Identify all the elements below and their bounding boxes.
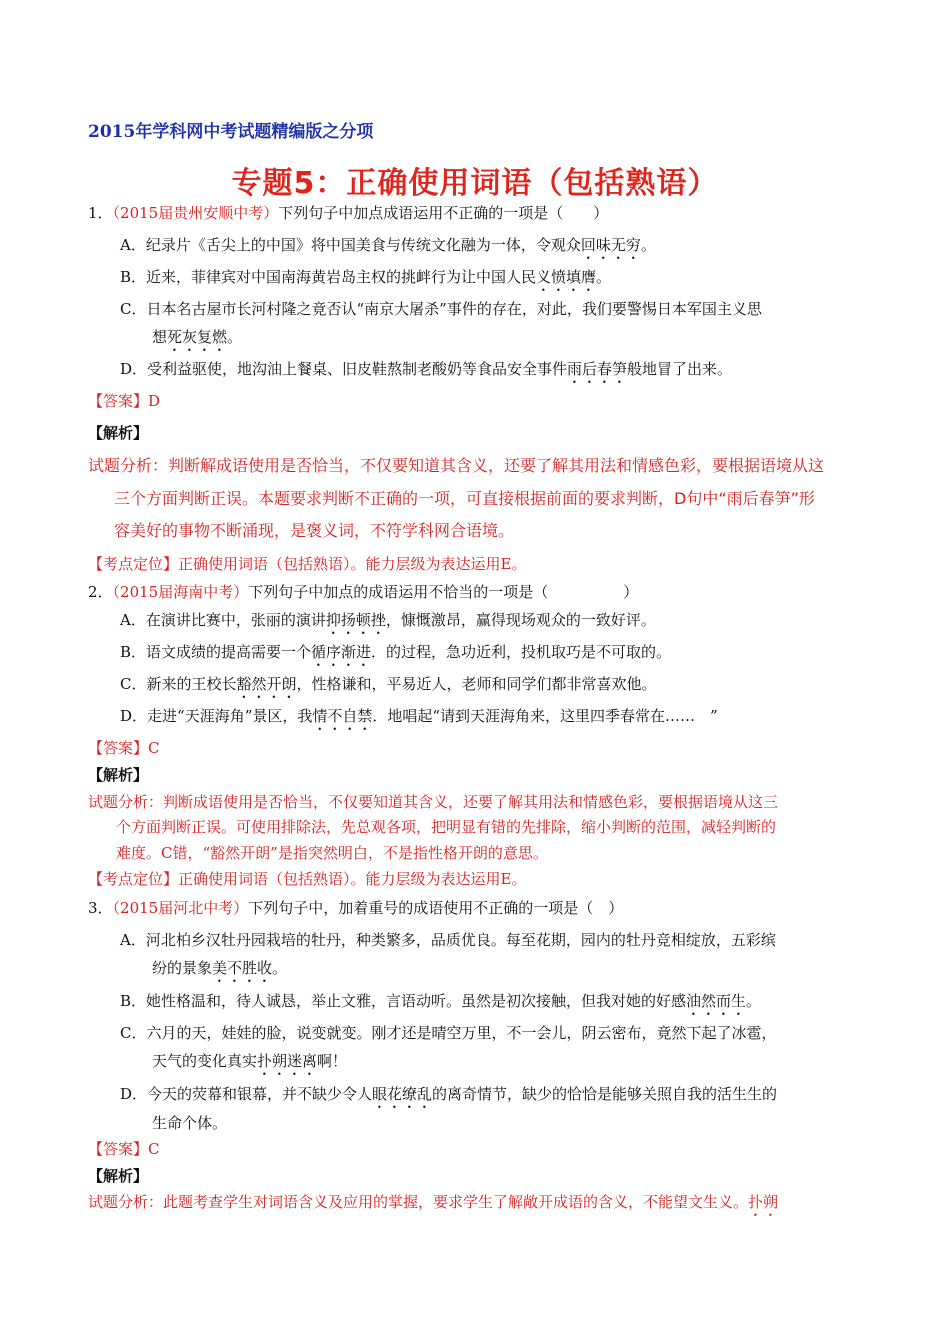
question-text: 下列句子中，加着重号的成语使用不正确的一项是（ ） (248, 899, 624, 917)
q1-answer: 【答案】D (88, 392, 161, 410)
emphasized-idiom: 眼花缭乱 (372, 1085, 433, 1103)
q2-option-a: A．在演讲比赛中，张丽的演讲抑扬顿挫，慷慨激昂，赢得现场观众的一致好评。 (120, 611, 656, 629)
emphasized-idiom: 抑扬顿挫 (325, 611, 386, 629)
q1-option-a: A．纪录片《舌尖上的中国》将中国美食与传统文化融为一体，令观众回味无穷。 (120, 236, 656, 254)
q2-option-d: D．走进“天涯海角”景区，我情不自禁．地唱起“请到天涯海角来，这里四季春常在…… ” (120, 707, 718, 725)
q3-option-c-cont: 天气的变化真实扑朔迷离啊！ (152, 1052, 348, 1070)
emphasized-idiom: 循序渐进 (311, 643, 372, 661)
q2-answer: 【答案】C (88, 739, 160, 757)
q1-analysis-line-2: 三个方面判断正误。本题要求判断不正确的一项，可直接根据前面的要求判断，D句中“雨后春笋”形 (114, 489, 815, 508)
q3-answer: 【答案】C (88, 1140, 160, 1158)
emphasized-idiom: 扑朔 (748, 1193, 779, 1211)
question-1-stem (88, 202, 608, 224)
q2-analysis-line-3: 难度。C错，“豁然开朗”是指突然明白，不是指性格开朗的意思。 (116, 844, 548, 862)
emphasized-idiom: 情不自禁 (312, 707, 373, 725)
q2-analysis-line-2: 个方面判断正误。可使用排除法，先总观各项，把明显有错的先排除，缩小判断的范围，减轻判断的 (116, 818, 777, 836)
question-3-stem (88, 897, 623, 919)
question-source: （2015届贵州安顺中考） (112, 204, 279, 222)
emphasized-idiom: 美不胜收 (212, 959, 273, 977)
q1-option-c: C．日本名古屋市长河村隆之竟否认“南京大屠杀”事件的存在，对此，我们要警惕日本军国主义思 (120, 300, 762, 318)
q3-option-a-cont: 纷的景象美不胜收。 (152, 959, 288, 977)
question-text: 下列句子中加点的成语运用不恰当的一项是（ ） (248, 583, 639, 601)
q1-analysis-line-1: 试题分析：判断解成语使用是否恰当，不仅要知道其含义，还要了解其用法和情感色彩，要根据语境从这 (88, 456, 825, 475)
q3-option-c: C．六月的天，娃娃的脸，说变就变。刚才还是晴空万里，不一会儿，阴云密布，竟然下起了冰雹， (120, 1024, 777, 1042)
emphasized-idiom: 回味无穷 (580, 236, 641, 254)
q2-kaodian: 【考点定位】正确使用词语（包括熟语）。能力层级为表达运用E。 (88, 870, 527, 888)
question-text: 下列句子中加点成语运用不正确的一项是（ ） (278, 204, 609, 222)
q3-analysis-line-1: 试题分析：此题考查学生对词语含义及应用的掌握，要求学生了解敞开成语的含义，不能望文生义。扑朔 (88, 1193, 779, 1211)
question-number: 1． (88, 204, 113, 222)
q1-option-b: B．近来，菲律宾对中国南海黄岩岛主权的挑衅行为让中国人民义愤填膺。 (120, 268, 612, 286)
emphasized-idiom: 雨后春笋 (567, 360, 628, 378)
q1-option-d: D．受利益驱使，地沟油上餐桌、旧皮鞋熬制老酸奶等食品安全事件雨后春笋般地冒了出来。 (120, 360, 733, 378)
q3-option-b: B．她性格温和，待人诚恳，举止文雅，言语动听。虽然是初次接触，但我对她的好感油然而生。 (120, 992, 762, 1010)
question-source: （2015届河北中考） (112, 899, 249, 917)
q1-kaodian: 【考点定位】正确使用词语（包括熟语）。能力层级为表达运用E。 (88, 555, 527, 573)
question-source: （2015届海南中考） (112, 583, 249, 601)
q2-option-b: B．语文成绩的提高需要一个循序渐进．的过程，急功近利，投机取巧是不可取的。 (120, 643, 672, 661)
emphasized-idiom: 油然而生 (686, 992, 747, 1010)
q3-option-d-cont: 生命个体。 (152, 1114, 228, 1132)
emphasized-idiom: 扑朔迷离 (257, 1052, 318, 1070)
emphasized-idiom: 豁然开朗 (236, 675, 297, 693)
q2-option-c: C．新来的王校长豁然开朗，性格谦和，平易近人，老师和同学们都非常喜欢他。 (120, 675, 657, 693)
q2-analysis-line-1: 试题分析：判断成语使用是否恰当，不仅要知道其含义，还要了解其用法和情感色彩，要根据语境从这三 (88, 793, 779, 811)
page-title: 专题5：正确使用词语（包括熟语） (231, 166, 719, 201)
question-2-stem (88, 581, 638, 603)
q1-option-c-cont: 想死灰复燃。 (152, 328, 243, 346)
q1-analysis-label: 【解析】 (88, 424, 149, 442)
q3-option-a: A．河北柏乡汉牡丹园栽培的牡丹，种类繁多，品质优良。每至花期，园内的牡丹竞相绽放，五彩缤 (120, 931, 776, 949)
emphasized-idiom: 义愤填膺 (536, 268, 597, 286)
question-number: 2． (88, 583, 113, 601)
header-title: 2015年学科网中考试题精编版之分项 (88, 122, 374, 142)
q2-analysis-label: 【解析】 (88, 766, 149, 784)
q1-analysis-line-3: 容美好的事物不断涌现，是褒义词，不符学科网合语境。 (114, 521, 515, 540)
emphasized-idiom: 死灰复燃 (167, 328, 228, 346)
q3-option-d: D．今天的荧幕和银幕，并不缺少令人眼花缭乱的离奇情节，缺少的恰恰是能够关照自我的活生生的 (120, 1085, 778, 1103)
q3-analysis-label: 【解析】 (88, 1167, 149, 1185)
question-number: 3． (88, 899, 113, 917)
